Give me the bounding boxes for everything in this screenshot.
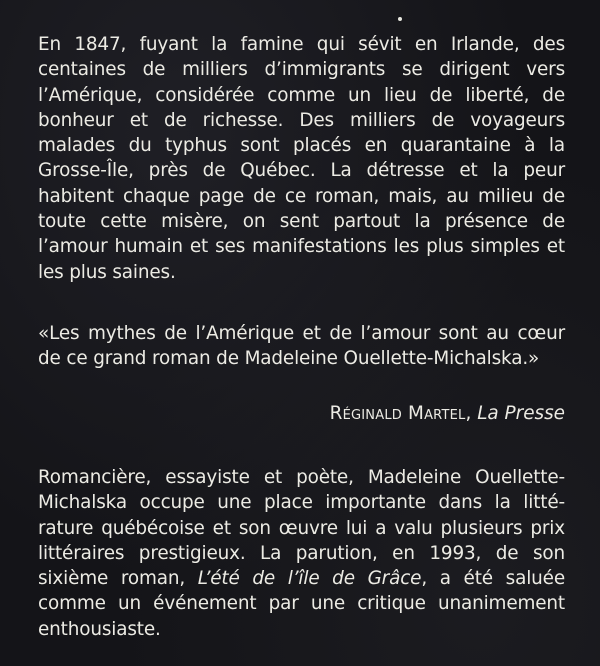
book-title: L’été de l’île de Grâce [197, 568, 422, 590]
quote-author: Réginald Martel [329, 403, 466, 424]
review-quote: «Les mythes de l’Amérique et de l’amour sont au cœur de ce grand roman de Madeleine Ouellette-Michalska.» [38, 323, 565, 370]
decorative-dot [398, 17, 402, 21]
author-bio-text-end: , a été saluée comme un événement par une critique unanimement enthousiaste. [38, 568, 565, 640]
author-bio-text-start: Romancière, essayiste et poète, Madeleine Ouellette-Michalska occupe une place importante dans la litté-rature québécoise et son œuvre lui a valu plusieurs prix littéraires prestigieux. La parution, en 1993, de son sixième roman, [38, 467, 565, 590]
synopsis-paragraph: En 1847, fuyant la famine qui sévit en Irlande, des centaines de milliers d’immigrants se dirigent vers l’Amérique, considérée comme un lieu de liberté, de bonheur et de richesse. Des milliers de voyageurs malades du typhus sont placés en quarantaine à la Grosse-Île, près de Québec. La détresse et la peur habitent chaque page de ce roman, mais, au milieu de toute cette misère, on sent partout la présence de l’amour humain et ses manifestations les plus simples et les plus saines. [38, 34, 565, 283]
author-bio-paragraph [38, 465, 565, 642]
quote-publication: La Presse [477, 403, 565, 424]
attribution-separator: , [465, 403, 478, 424]
quote-attribution [330, 401, 565, 426]
